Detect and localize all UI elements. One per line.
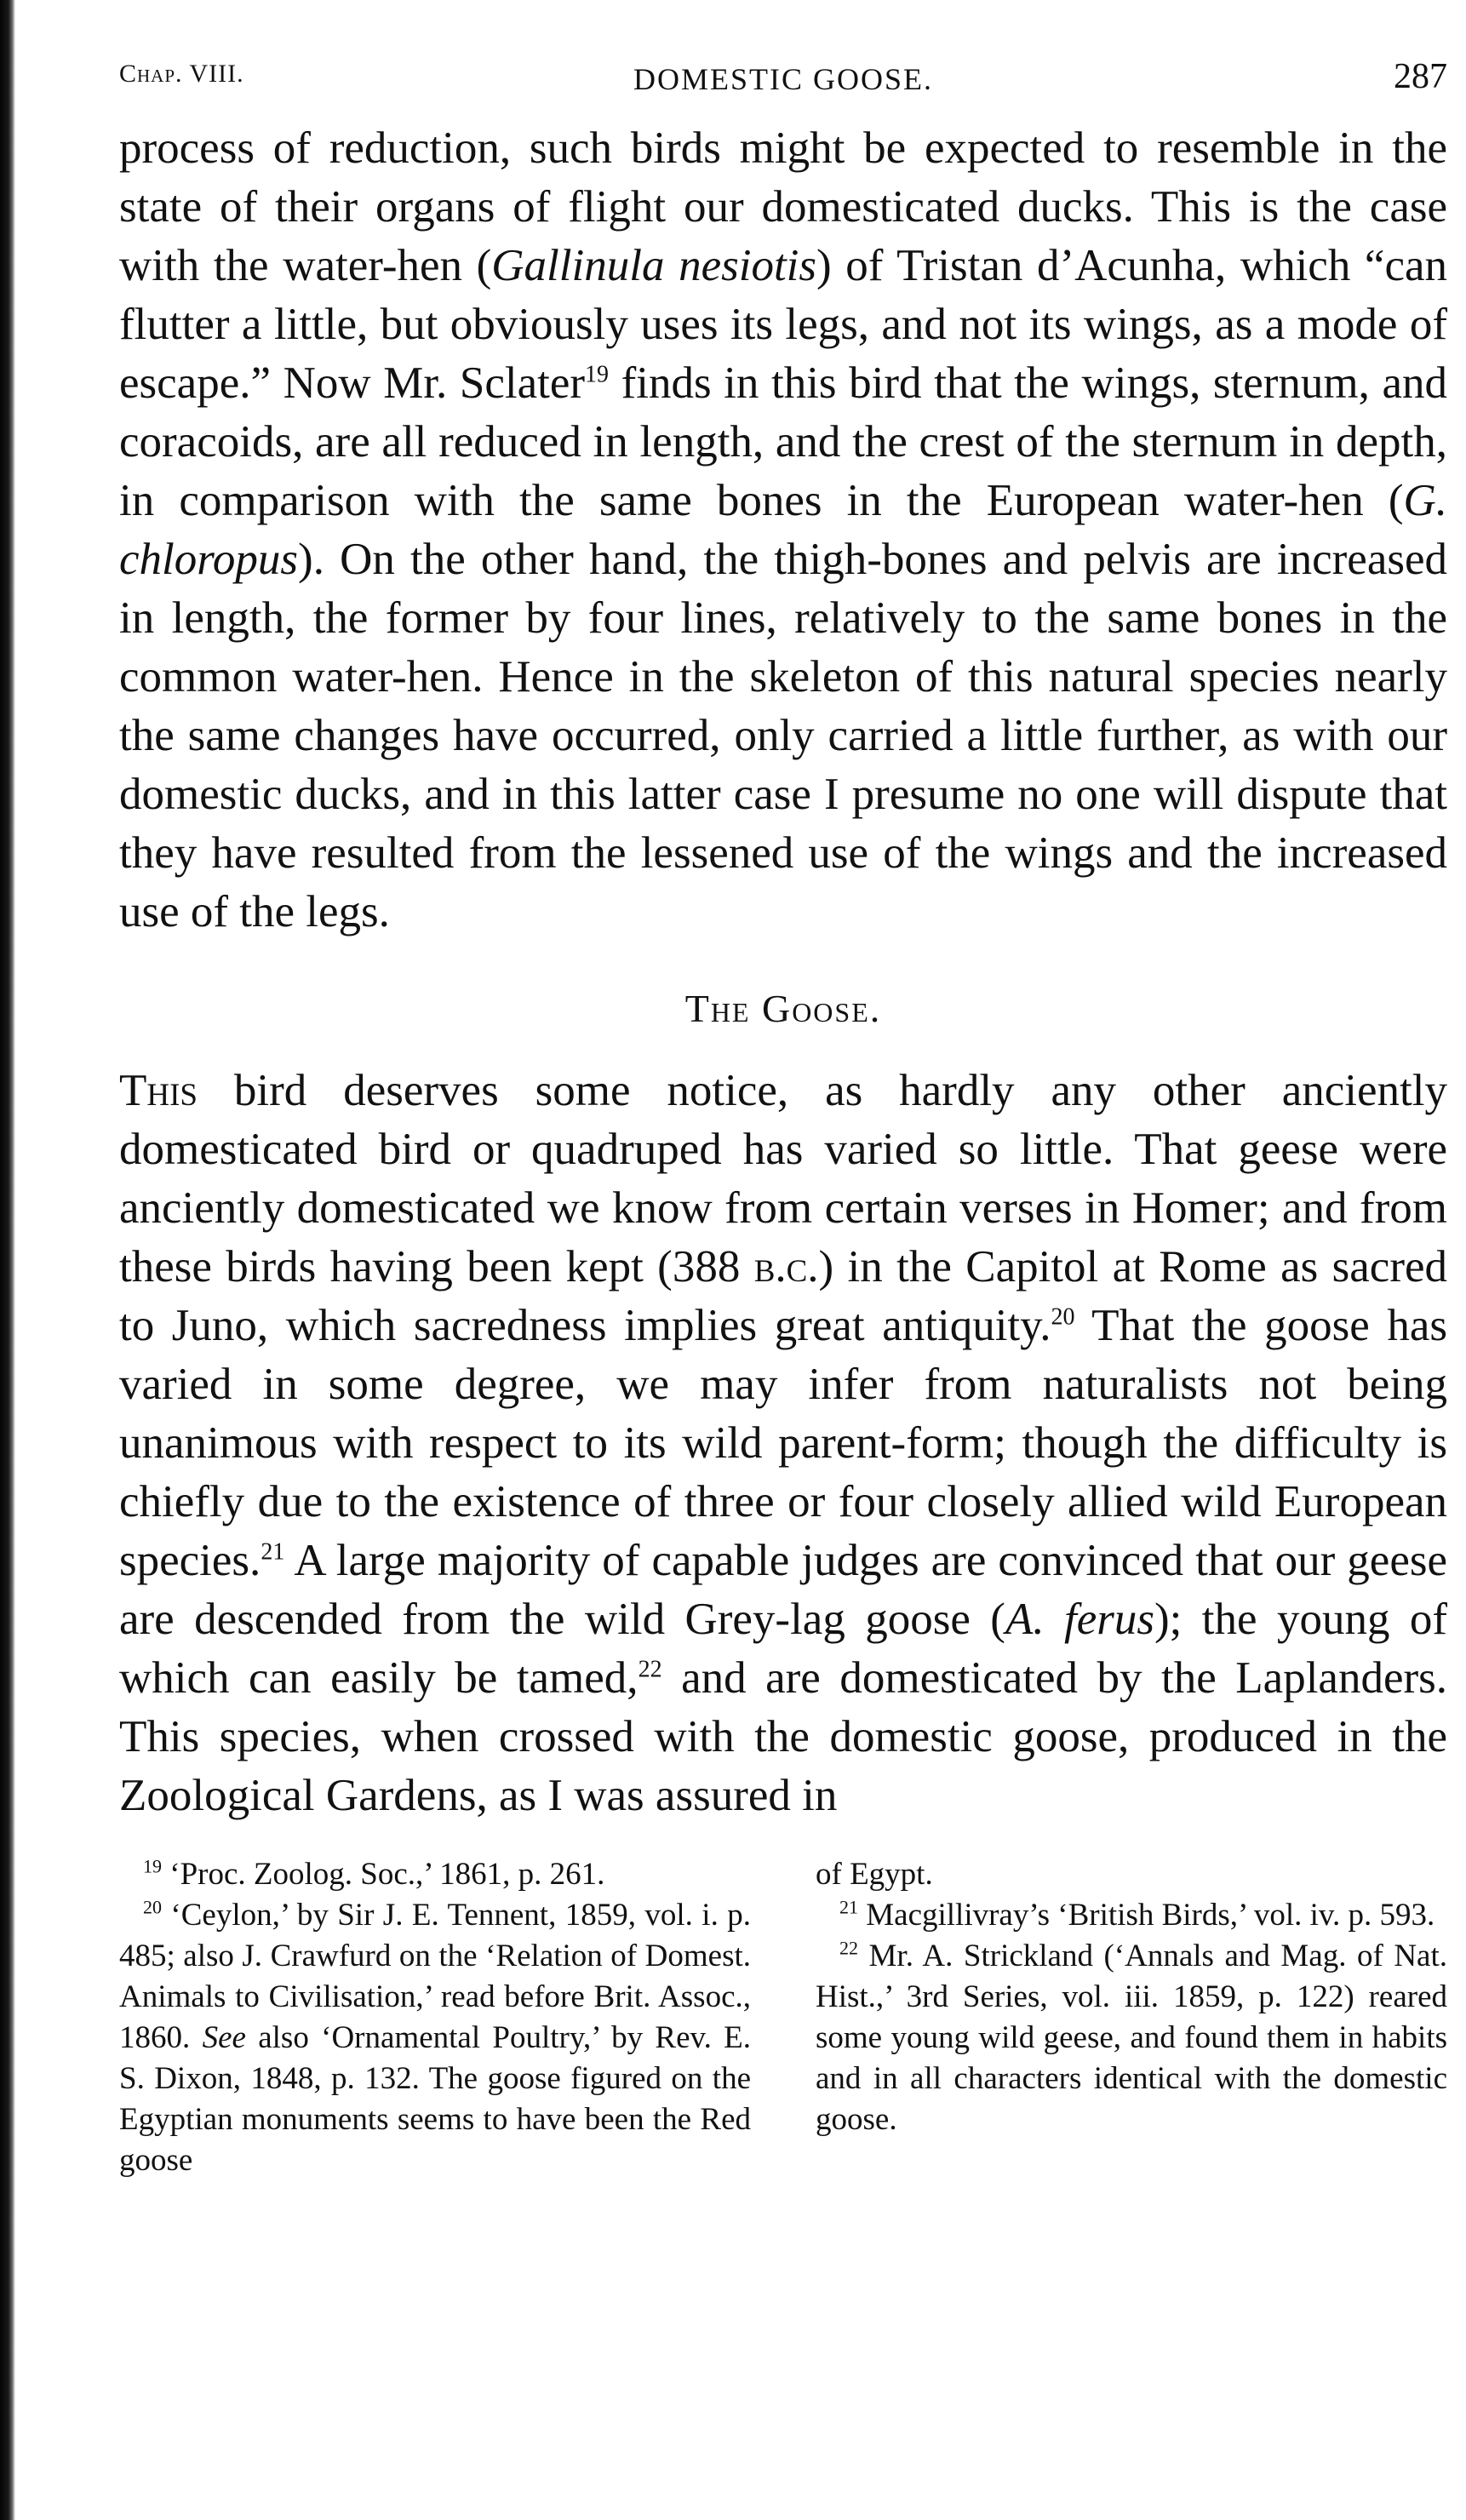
footnote-text: ‘Proc. Zoolog. Soc.,’ 1861, p. 261. xyxy=(162,1857,605,1892)
paragraph-text: bird deserves some notice, as hardly any other anciently domesticated bird or quadruped has varied so little. That geese were anciently domesticated we know from certain verses in Homer; and from these birds having been kept (388 xyxy=(119,1066,1447,1292)
paragraph-text: and are domesticated by the Laplanders. This species, when crossed with the domestic goose, produced in the Zoological Gardens, as I was assured in xyxy=(119,1653,1447,1820)
footnote-20-continuation: of Egypt. xyxy=(816,1857,933,1892)
species-name: A. ferus xyxy=(1005,1595,1154,1644)
running-head xyxy=(119,51,1447,119)
footnote-ref-19[interactable]: 19 xyxy=(585,361,610,388)
footnote-column-right xyxy=(816,1854,1447,2181)
paragraph-text: ) in the Capitol at Rome as sacred to Juno, which sacredness implies great antiquity. xyxy=(119,1242,1447,1350)
footnote-see: See xyxy=(202,2020,246,2055)
footnote-text: ‘Ceylon,’ by Sir J. E. Tennent, 1859, vol. i. p. 485; also J. Crawfurd on the ‘Relation of Domest. Animals to Civilisation,’ read before Brit. Assoc., 1860. xyxy=(119,1898,751,2055)
footnote-ref-20[interactable]: 20 xyxy=(1051,1303,1075,1331)
footnote-21 xyxy=(816,1895,1447,1936)
paragraph-text: A large majority of capable judges are convinced that our geese are descended from the wild Grey-lag goose ( xyxy=(119,1536,1447,1644)
paragraph-water-hen xyxy=(119,119,1447,942)
footnote-20 xyxy=(119,1895,751,2181)
page-number: 287 xyxy=(1394,57,1447,96)
footnote-text: Macgillivray’s ‘British Birds,’ vol. iv. p. 593. xyxy=(858,1898,1435,1933)
footnote-19 xyxy=(119,1854,751,1895)
species-name: G. chloropus xyxy=(119,476,1447,584)
page-gutter-shadow xyxy=(0,0,15,2520)
era-abbreviation: b.c. xyxy=(753,1242,819,1292)
footnote-text: also ‘Ornamental Poultry,’ by Rev. E. S. Dixon, 1848, p. 132. The goose figured on the Egyptian monuments seems to have been the Red goose xyxy=(119,2020,751,2178)
paragraph-text: ). On the other hand, the thigh-bones and pelvis are increased in length, the former by four lines, relatively to the same bones in the common water-hen. Hence in the skeleton of this natural species nearly the same changes have occurred, only carried a little further, as with our domestic ducks, and in this latter case I presume no one will dispute that they have resulted from the lessened use of the wings and the increased use of the legs. xyxy=(119,535,1447,936)
footnote-ref-21[interactable]: 21 xyxy=(261,1538,285,1566)
section-heading: The Goose. xyxy=(684,987,882,1030)
paragraph-goose xyxy=(119,1062,1447,1825)
lead-word: This xyxy=(119,1066,198,1115)
paragraph-text: ) of Tristan d’Acunha, which “can flutter a little, but obviously uses its legs, and not its wings, as a mode of escape.” Now Mr. Sclater xyxy=(119,241,1448,408)
chapter-label: Chap. VIII. xyxy=(119,60,244,88)
footnote-column-left xyxy=(119,1854,751,2181)
footnote-mark: 22 xyxy=(839,1937,858,1959)
footnotes xyxy=(119,1854,1447,2181)
paragraph-text: finds in this bird that the wings, sternum, and coracoids, are all reduced in length, and the crest of the sternum in depth, in comparison with the same bones in the European water-hen ( xyxy=(119,358,1448,525)
paragraph-text: process of reduction, such birds might be expected to resemble in the state of their organs of flight our domesticated ducks. This is the case with the water-hen ( xyxy=(119,123,1447,290)
book-page xyxy=(119,51,1447,2181)
paragraph-text: That the goose has varied in some degree, we may infer from naturalists not being unanimous with respect to its wild parent-form; though the difficulty is chiefly due to the existence of three or four closely allied wild European species. xyxy=(119,1301,1447,1585)
footnote-mark: 19 xyxy=(143,1855,162,1877)
footnote-mark: 20 xyxy=(143,1896,162,1918)
main-text xyxy=(119,119,1447,1825)
running-title: DOMESTIC GOOSE. xyxy=(633,62,933,96)
footnote-text: Mr. A. Strickland (‘Annals and Mag. of Nat. Hist.,’ 3rd Series, vol. iii. 1859, p. 122) reared some young wild geese, and found them in habits and in all characters identical with the domestic goose. xyxy=(816,1939,1447,2137)
paragraph-text: ); the young of which can easily be tamed, xyxy=(119,1595,1448,1703)
species-name: Gallinula nesiotis xyxy=(491,241,817,290)
footnote-22 xyxy=(816,1936,1447,2140)
footnote-ref-22[interactable]: 22 xyxy=(638,1656,662,1683)
footnote-mark: 21 xyxy=(839,1896,858,1918)
